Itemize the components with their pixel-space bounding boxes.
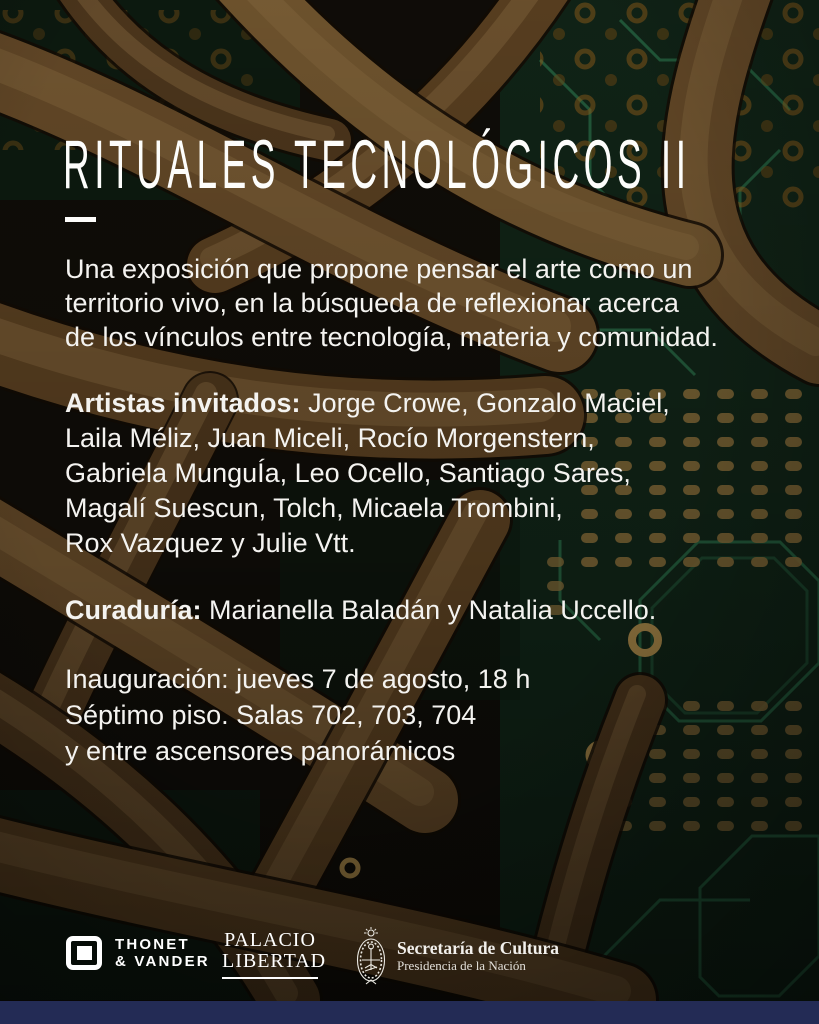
palacio-libertad-logo xyxy=(222,929,327,979)
artists-line: Laila Méliz, Juan Miceli, Rocío Morgenstern, xyxy=(65,423,595,453)
title-underline-dash xyxy=(65,217,96,222)
secretaria-title: Secretaría de Cultura xyxy=(397,938,560,958)
opening-date-line: Inauguración: jueves 7 de agosto, 18 h xyxy=(65,664,531,694)
artists-line: Rox Vazquez y Julie Vtt. xyxy=(65,528,356,558)
artists-list xyxy=(65,386,670,561)
thonet-vander-logo xyxy=(66,936,210,970)
palacio-wordmark-line1: PALACIO xyxy=(224,929,316,951)
opening-location-line: Séptimo piso. Salas 702, 703, 704 xyxy=(65,700,477,730)
thonet-vander-square-icon xyxy=(66,936,102,970)
artists-line: Gabriela MunguÍa, Leo Ocello, Santiago Sares, xyxy=(65,458,631,488)
curators-names: Marianella Baladán y Natalia Uccello. xyxy=(201,595,657,625)
curators-line xyxy=(65,593,656,628)
thonet-wordmark-line1: THONET xyxy=(115,936,190,953)
palacio-underline xyxy=(222,977,318,979)
bottom-navy-bar xyxy=(0,1001,819,1024)
exhibition-description xyxy=(65,252,718,354)
sponsor-footer xyxy=(0,925,819,995)
curators-label: Curaduría: xyxy=(65,595,202,625)
opening-location-line2: y entre ascensores panorámicos xyxy=(65,736,456,766)
description-line: Una exposición que propone pensar el arte como un xyxy=(65,254,693,284)
artists-line: Magalí Suescun, Tolch, Micaela Trombini, xyxy=(65,493,563,523)
poster-title: RITUALES TECNOLÓGICOS II xyxy=(63,127,691,203)
secretaria-cultura-logo xyxy=(397,938,559,974)
artists-names: Jorge Crowe, Gonzalo Maciel, xyxy=(300,388,670,418)
description-line: territorio vivo, en la búsqueda de reflexionar acerca xyxy=(65,288,679,318)
artists-label: Artistas invitados: xyxy=(65,388,301,418)
artists-line xyxy=(65,386,670,421)
description-line: de los vínculos entre tecnología, materia y comunidad. xyxy=(65,322,718,352)
opening-info xyxy=(65,661,530,769)
thonet-wordmark-line2: & VANDER xyxy=(115,953,210,970)
presidencia-subtitle: Presidencia de la Nación xyxy=(397,958,526,973)
palacio-wordmark-line2: LIBERTAD xyxy=(222,950,327,972)
argentina-coat-of-arms-icon xyxy=(351,926,391,990)
